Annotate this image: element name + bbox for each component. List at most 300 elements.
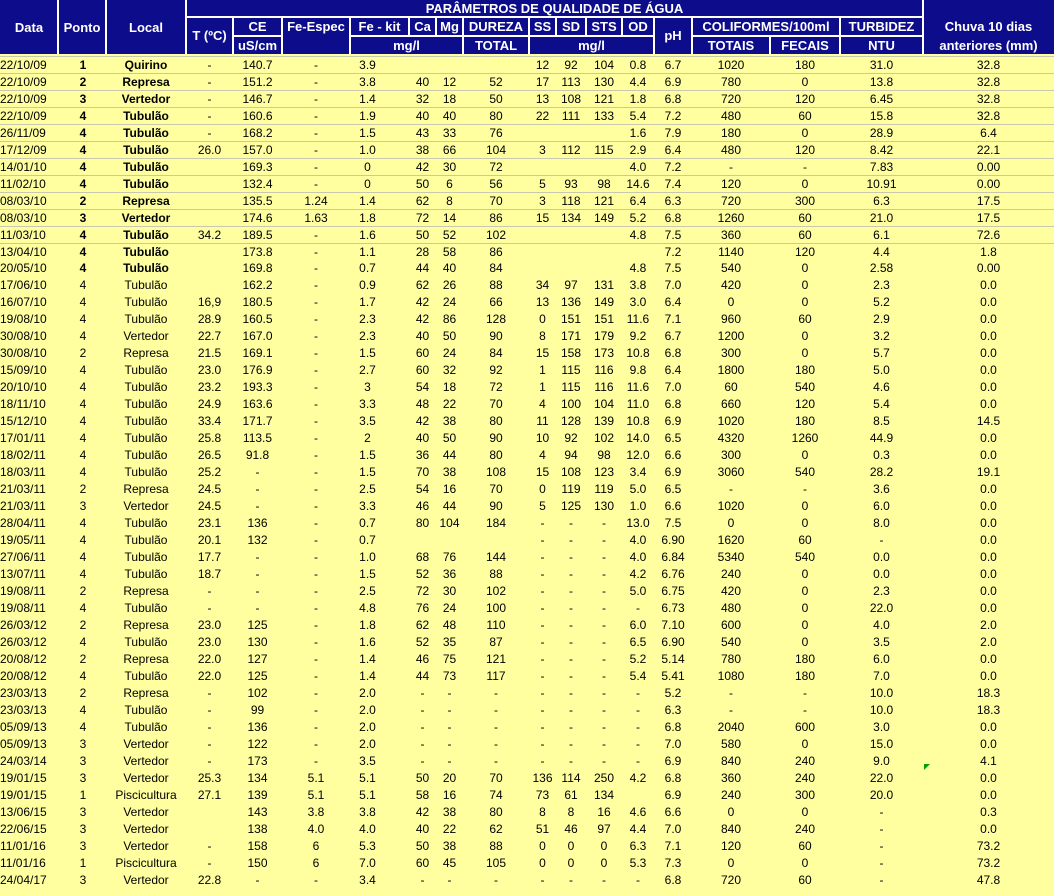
cell-dureza: 70 — [489, 482, 503, 496]
cell-temp: 27.1 — [197, 788, 222, 802]
cell-local: Tubulão — [124, 465, 168, 479]
cell-sts — [586, 244, 622, 261]
cell-fe-kit: 2.3 — [359, 329, 376, 343]
cell-totais: 0 — [727, 805, 735, 819]
cell-sd — [556, 125, 586, 142]
cell-fe-espec: - — [314, 737, 318, 751]
cell-fecais: 540 — [794, 380, 816, 394]
cell-ca: 60 — [415, 363, 430, 377]
cell-fecais: 180 — [794, 652, 816, 666]
cell-dureza: 92 — [489, 363, 503, 377]
cell-fe-espec: - — [314, 482, 318, 496]
cell-temp: 21.5 — [197, 346, 222, 360]
cell-turbidez: 0.3 — [873, 448, 890, 462]
cell-ca: 60 — [415, 346, 430, 360]
cell-od: 5.4 — [629, 109, 647, 123]
cell-sd: 118 — [561, 194, 581, 208]
cell-sd: 0 — [567, 856, 575, 870]
cell-ca: - — [420, 720, 425, 734]
cell-date: 22/10/09 — [0, 109, 47, 123]
cell-ph: 6.6 — [664, 448, 682, 462]
cell-sts: 121 — [593, 92, 615, 106]
cell-date: 23/03/13 — [0, 703, 47, 717]
cell-ph: 7.3 — [664, 856, 682, 870]
cell-ss — [529, 227, 556, 244]
cell-date: 22/10/09 — [0, 92, 47, 106]
cell-fe-espec: - — [314, 584, 318, 598]
cell-ca: 52 — [415, 567, 430, 581]
cell-sts: 134 — [593, 788, 615, 802]
cell-fecais: 0 — [801, 177, 809, 191]
cell-chuva: 0.0 — [980, 567, 997, 581]
cell-ca: 50 — [415, 228, 430, 242]
cell-fe-kit: 1.4 — [359, 669, 376, 683]
cell-temp — [186, 193, 233, 210]
cell-ca: 72 — [415, 584, 430, 598]
cell-ponto: 4 — [79, 160, 87, 174]
cell-dureza: 76 — [489, 126, 503, 140]
cell-ce: 91.8 — [245, 448, 270, 462]
cell-dureza: - — [494, 703, 498, 717]
cell-date: 26/03/12 — [0, 635, 47, 649]
cell-local: Tubulão — [124, 295, 168, 309]
cell-ca: 62 — [415, 618, 430, 632]
cell-mg: 6 — [446, 177, 453, 191]
cell-fe-espec: - — [314, 143, 318, 157]
table-row — [0, 430, 1054, 447]
cell-dureza: 84 — [489, 261, 503, 275]
cell-fe-kit: 2.0 — [359, 720, 376, 734]
cell-ce: 169.3 — [242, 160, 273, 174]
cell-ponto: 4 — [79, 228, 87, 242]
cell-sts: 121 — [593, 194, 615, 208]
cell-ss — [529, 244, 556, 261]
cell-sd: - — [569, 550, 573, 564]
cell-ce: 167.0 — [242, 329, 273, 343]
cell-sts: - — [602, 703, 606, 717]
cell-ph: 6.8 — [664, 92, 682, 106]
cell-fe-kit: 1.1 — [359, 245, 376, 259]
cell-fecais: - — [803, 160, 807, 174]
cell-sd: - — [569, 737, 573, 751]
cell-chuva: 0.0 — [980, 652, 997, 666]
cell-fe-espec: - — [314, 261, 318, 275]
cell-date: 05/09/13 — [0, 720, 47, 734]
cell-od: 6.5 — [629, 635, 647, 649]
cell-od: 4.0 — [629, 550, 647, 564]
cell-fecais: 0 — [801, 737, 809, 751]
cell-totais: 1020 — [717, 58, 745, 72]
cell-fe-espec: - — [314, 703, 318, 717]
cell-fecais: 300 — [794, 788, 816, 802]
cell-fecais: 0 — [801, 329, 809, 343]
cell-chuva: 0.0 — [980, 329, 997, 343]
cell-od: 5.4 — [629, 669, 647, 683]
cell-totais: 1260 — [717, 211, 745, 225]
cell-fecais: 0 — [801, 448, 809, 462]
cell-turbidez: 10.0 — [869, 686, 894, 700]
cell-sd: 8 — [567, 805, 575, 819]
table-row — [0, 464, 1054, 481]
cell-ce: 130 — [247, 635, 268, 649]
cell-local: Vertedor — [123, 771, 169, 785]
cell-sts: 98 — [597, 177, 611, 191]
cell-ponto: 4 — [79, 550, 87, 564]
cell-sd: - — [569, 669, 573, 683]
cell-temp: - — [207, 126, 212, 140]
cell-chuva: 2.0 — [980, 635, 997, 649]
cell-mg: 44 — [442, 499, 457, 513]
cell-ca: 40 — [415, 109, 430, 123]
cell-fecais: 540 — [794, 465, 816, 479]
cell-dureza: 66 — [489, 295, 503, 309]
cell-sts: - — [602, 584, 606, 598]
header-fecais: FECAIS — [770, 36, 840, 54]
cell-date: 16/07/10 — [0, 295, 47, 309]
cell-turbidez: 6.1 — [873, 228, 890, 242]
cell-fecais: 0 — [801, 75, 809, 89]
cell-temp: - — [207, 856, 212, 870]
cell-ponto: 1 — [79, 58, 87, 72]
cell-date: 19/08/10 — [0, 312, 47, 326]
cell-local: Vertedor — [123, 329, 169, 343]
cell-fe-kit: 3.8 — [359, 805, 376, 819]
cell-dureza: 88 — [489, 278, 503, 292]
cell-date: 19/08/11 — [0, 601, 46, 615]
cell-local: Represa — [122, 194, 170, 208]
cell-ponto: 2 — [79, 686, 87, 700]
cell-ponto: 1 — [79, 788, 87, 802]
cell-dureza: 80 — [489, 805, 503, 819]
cell-dureza: 56 — [489, 177, 503, 191]
cell-dureza: 88 — [489, 839, 503, 853]
cell-temp: 17.7 — [197, 550, 222, 564]
cell-ss: - — [540, 754, 545, 768]
cell-fecais: 120 — [794, 92, 816, 106]
table-row — [0, 294, 1054, 311]
cell-ca: 48 — [415, 397, 430, 411]
cell-chuva: 0.0 — [980, 448, 997, 462]
cell-ph: 7.0 — [664, 822, 682, 836]
cell-ce: 146.7 — [242, 92, 273, 106]
cell-mg: 50 — [442, 431, 457, 445]
table-row — [0, 736, 1054, 753]
cell-fecais: 0 — [801, 295, 809, 309]
table-row — [0, 90, 1054, 107]
cell-date: 21/03/11 — [0, 482, 46, 496]
cell-fe-kit: 3.9 — [359, 58, 376, 72]
cell-ca: 52 — [415, 635, 430, 649]
cell-local: Represa — [123, 346, 169, 360]
header-od: OD — [622, 17, 654, 36]
cell-turbidez: 3.2 — [873, 329, 890, 343]
table-row — [0, 787, 1054, 804]
cell-local: Vertedor — [123, 499, 169, 513]
cell-ph: 7.0 — [664, 278, 682, 292]
cell-od: - — [636, 601, 640, 615]
cell-dureza: 121 — [485, 652, 507, 666]
cell-totais: 4320 — [717, 431, 745, 445]
cell-ce: 158 — [247, 839, 268, 853]
cell-totais: - — [729, 703, 733, 717]
cell-fe-espec: 6 — [312, 856, 320, 870]
cell-ponto: 2 — [79, 584, 87, 598]
cell-ca: 60 — [415, 856, 430, 870]
cell-local: Vertedor — [123, 737, 169, 751]
cell-local: Tubulão — [123, 177, 169, 191]
table-row — [0, 158, 1054, 175]
header-dureza: DUREZA — [463, 17, 529, 36]
cell-ss: 0 — [539, 856, 546, 870]
cell-ca — [409, 57, 436, 74]
cell-date: 11/01/16 — [0, 839, 46, 853]
cell-dureza: - — [494, 737, 498, 751]
cell-ph: 6.76 — [661, 567, 685, 581]
cell-od: 1.6 — [629, 126, 647, 140]
cell-mg: - — [447, 737, 452, 751]
cell-ph: 7.5 — [664, 261, 682, 275]
cell-ponto: 4 — [79, 703, 87, 717]
cell-fe-espec: - — [314, 329, 318, 343]
cell-ss: - — [540, 686, 545, 700]
cell-date: 19/08/11 — [0, 584, 46, 598]
cell-mg: 58 — [442, 245, 457, 259]
cell-totais: 1140 — [718, 245, 744, 259]
cell-ponto: 3 — [79, 839, 87, 853]
cell-temp: 22.0 — [197, 669, 222, 683]
cell-od — [622, 787, 654, 804]
cell-chuva: 0.0 — [980, 499, 997, 513]
table-row — [0, 209, 1054, 226]
cell-mg: 40 — [442, 109, 457, 123]
cell-od: 3.4 — [629, 465, 647, 479]
cell-sts: 0 — [600, 839, 608, 853]
cell-totais: 5340 — [717, 550, 745, 564]
table-row — [0, 821, 1054, 838]
cell-fe-kit: 2.3 — [359, 312, 376, 326]
cell-fe-kit: 4.8 — [359, 601, 376, 615]
cell-ss: - — [540, 720, 545, 734]
cell-mg: 38 — [442, 414, 457, 428]
cell-fe-espec: - — [314, 397, 318, 411]
cell-ca: - — [420, 703, 425, 717]
cell-fe-espec: - — [314, 245, 318, 259]
cell-mg: 32 — [442, 363, 457, 377]
cell-sd: 113 — [561, 75, 581, 89]
cell-fe-kit: 0 — [364, 160, 371, 174]
cell-turbidez: 20.0 — [869, 788, 894, 802]
cell-sd: - — [569, 703, 573, 717]
table-row — [0, 345, 1054, 362]
cell-chuva: 14.5 — [976, 414, 1001, 428]
cell-date: 24/03/14 — [0, 754, 47, 768]
cell-totais: - — [729, 482, 733, 496]
cell-fe-kit: 2.0 — [359, 737, 376, 751]
cell-ss: 34 — [535, 278, 550, 292]
cell-od: 5.0 — [629, 584, 647, 598]
cell-ponto: 2 — [79, 194, 87, 208]
cell-turbidez: - — [879, 873, 884, 887]
cell-turbidez: - — [879, 839, 884, 853]
cell-turbidez: 31.0 — [869, 58, 894, 72]
cell-mg: 45 — [442, 856, 457, 870]
cell-od: 11.0 — [626, 397, 650, 411]
cell-temp: 24.5 — [197, 499, 222, 513]
cell-fe-kit: 3 — [364, 380, 371, 394]
cell-local: Vertedor — [123, 754, 169, 768]
cell-ponto: 3 — [79, 754, 87, 768]
cell-turbidez: 2.9 — [873, 312, 890, 326]
cell-fe-espec: - — [314, 380, 318, 394]
cell-ce: 122 — [247, 737, 268, 751]
cell-dureza: 184 — [485, 516, 507, 530]
cell-ponto: 4 — [79, 143, 87, 157]
cell-ca — [409, 532, 436, 549]
cell-dureza: 72 — [489, 160, 503, 174]
cell-totais: 180 — [720, 126, 742, 140]
cell-turbidez: 10.0 — [869, 703, 894, 717]
cell-dureza: 62 — [489, 822, 503, 836]
cell-turbidez: - — [879, 856, 884, 870]
cell-mg: 76 — [442, 550, 457, 564]
cell-ss: 10 — [535, 431, 550, 445]
cell-fe-kit: 1.4 — [359, 92, 376, 106]
table-row — [0, 328, 1054, 345]
cell-ponto: 4 — [79, 635, 87, 649]
cell-totais: 360 — [720, 771, 742, 785]
table-row — [0, 702, 1054, 719]
cell-temp: 25.2 — [197, 465, 222, 479]
cell-mg: 52 — [442, 228, 457, 242]
cell-dureza: 86 — [489, 245, 503, 259]
cell-ph: 6.3 — [664, 703, 682, 717]
cell-local: Vertedor — [123, 873, 169, 887]
cell-temp — [186, 804, 233, 821]
cell-date: 20/08/12 — [0, 652, 47, 666]
cell-sd: 94 — [564, 448, 578, 462]
cell-ph: 7.2 — [664, 109, 682, 123]
table-row — [0, 600, 1054, 617]
cell-mg: 8 — [446, 194, 453, 208]
cell-ponto: 3 — [79, 737, 87, 751]
cell-mg: 73 — [442, 669, 457, 683]
cell-ss: - — [540, 567, 545, 581]
cell-chuva: 0.0 — [980, 380, 997, 394]
header-sts: STS — [586, 17, 622, 36]
cell-ce: 135.5 — [242, 194, 273, 208]
cell-turbidez: 3.0 — [873, 720, 890, 734]
cell-fe-espec: - — [314, 431, 318, 445]
cell-chuva: 0.0 — [980, 363, 997, 377]
cell-ce: 173.8 — [242, 245, 273, 259]
cell-od: 3.0 — [629, 295, 647, 309]
cell-sd: - — [569, 686, 573, 700]
cell-temp: 20.1 — [197, 533, 222, 547]
cell-fe-kit: 1.0 — [359, 550, 376, 564]
cell-chuva: 19.1 — [976, 465, 1001, 479]
cell-ponto: 4 — [79, 669, 87, 683]
cell-ponto: 4 — [79, 601, 87, 615]
cell-ph: 6.9 — [664, 75, 682, 89]
header-totais: TOTAIS — [692, 36, 770, 54]
cell-mg: - — [447, 686, 452, 700]
cell-fecais: 0 — [801, 635, 809, 649]
cell-sd: 158 — [560, 346, 582, 360]
cell-temp: 16,9 — [197, 295, 222, 309]
cell-sd: 92 — [564, 431, 578, 445]
cell-dureza — [463, 57, 529, 74]
cell-dureza: - — [494, 720, 498, 734]
cell-ce: - — [255, 482, 260, 496]
cell-temp: - — [207, 75, 212, 89]
table-row — [0, 311, 1054, 328]
cell-fe-kit: 1.9 — [359, 109, 376, 123]
cell-turbidez: 5.2 — [873, 295, 890, 309]
cell-fecais: 60 — [798, 873, 812, 887]
cell-temp: - — [207, 703, 212, 717]
cell-ce: 163.6 — [242, 397, 273, 411]
cell-totais: 120 — [720, 177, 742, 191]
cell-turbidez: 7.83 — [869, 160, 894, 174]
cell-turbidez: 5.0 — [873, 363, 890, 377]
cell-ce: 125 — [247, 669, 268, 683]
cell-totais: 540 — [720, 635, 742, 649]
cell-fe-kit: 1.5 — [359, 126, 376, 140]
cell-ce: 171.7 — [242, 414, 273, 428]
cell-ca: 50 — [415, 839, 430, 853]
cell-ca: 40 — [415, 431, 430, 445]
cell-local: Vertedor — [123, 822, 169, 836]
cell-chuva: 32.8 — [976, 109, 1001, 123]
header-ph: pH — [654, 17, 692, 54]
cell-chuva: 17.5 — [976, 194, 1001, 208]
cell-date: 26/03/12 — [0, 618, 47, 632]
header-chuva-2: anteriores (mm) — [923, 36, 1054, 54]
cell-ss: 0 — [539, 482, 546, 496]
table-row — [0, 617, 1054, 634]
header-ponto: Ponto — [58, 0, 106, 54]
cell-totais: 360 — [720, 228, 742, 242]
cell-sts: 130 — [593, 75, 615, 89]
cell-temp: - — [207, 584, 212, 598]
cell-fe-kit: 3.5 — [359, 414, 376, 428]
cell-local: Vertedor — [121, 211, 171, 225]
cell-sts: 179 — [593, 329, 615, 343]
table-row — [0, 753, 1054, 770]
cell-sts: - — [602, 550, 606, 564]
cell-date: 20/05/10 — [0, 261, 47, 275]
cell-temp: 25.8 — [197, 431, 222, 445]
cell-ss: 5 — [539, 177, 546, 191]
cell-turbidez: 21.0 — [869, 211, 894, 225]
cell-local: Tubulão — [124, 380, 168, 394]
cell-od: 9.2 — [629, 329, 647, 343]
cell-turbidez: 8.5 — [873, 414, 890, 428]
table-row — [0, 379, 1054, 396]
cell-ce: 174.6 — [242, 211, 273, 225]
cell-fecais: 0 — [801, 126, 809, 140]
cell-date: 14/01/10 — [0, 160, 47, 174]
cell-fecais: 300 — [794, 194, 816, 208]
cell-sd: - — [569, 652, 573, 666]
cell-chuva: 0.0 — [980, 601, 997, 615]
cell-sts: 0 — [600, 856, 608, 870]
cell-temp: 23.0 — [197, 363, 222, 377]
cell-sts: - — [602, 754, 606, 768]
cell-od: 1.0 — [629, 499, 647, 513]
cell-fe-kit: 2.7 — [359, 363, 376, 377]
cell-fe-kit: 3.3 — [359, 499, 376, 513]
